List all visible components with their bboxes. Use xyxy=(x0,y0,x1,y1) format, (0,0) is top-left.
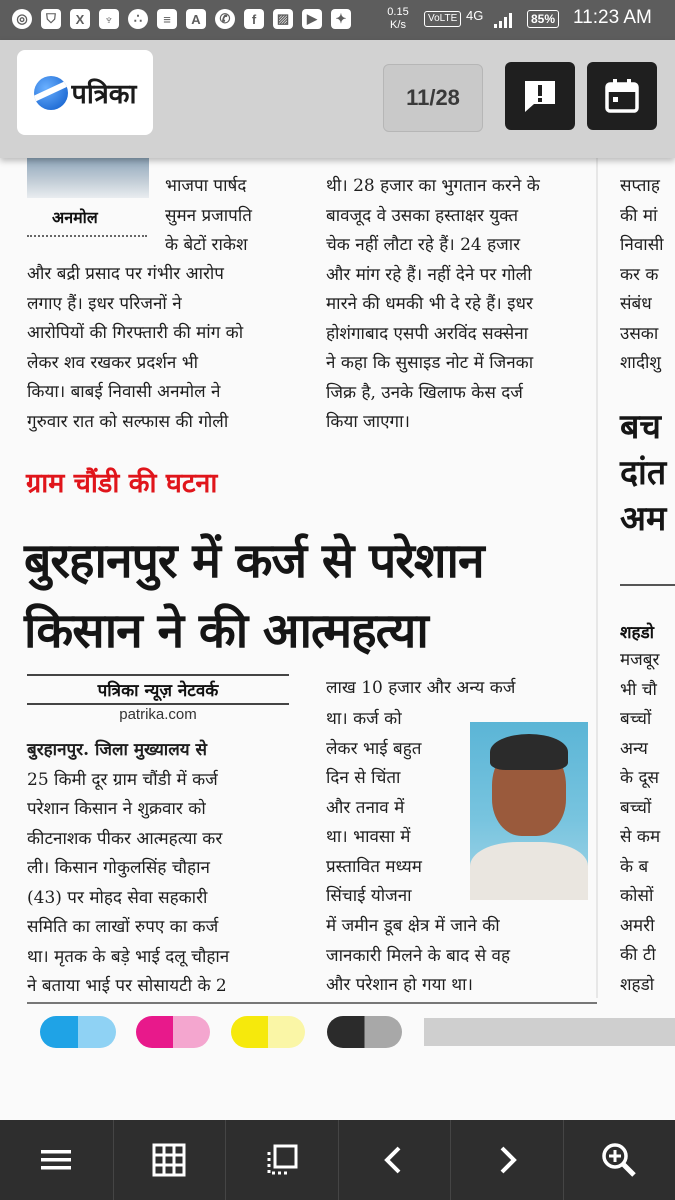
text-line: मारने की धमकी भी दे रहे हैं। इधर xyxy=(326,294,533,314)
text-line: सिंचाई योजना xyxy=(326,886,412,906)
anmol-photo xyxy=(27,158,149,198)
chevron-right-icon xyxy=(492,1143,522,1177)
text-line: अमरी xyxy=(620,915,655,936)
text-line: ने कहा कि सुसाइड नोट में जिनका xyxy=(326,353,534,373)
text-line: गुरुवार रात को सल्फास की गोली xyxy=(27,411,229,432)
pages-button[interactable] xyxy=(225,1120,338,1200)
main-article-col2-top xyxy=(326,674,588,704)
side-column-body xyxy=(620,646,660,1000)
dots-icon: ∴ xyxy=(128,9,148,29)
text-line: बावजूद वे उसका हस्ताक्षर युक्त xyxy=(326,205,519,226)
text-line: के दूस xyxy=(620,768,659,788)
text-line: और तनाव में xyxy=(326,797,405,818)
network-speed-unit: K/s xyxy=(390,19,406,31)
farmer-photo xyxy=(470,722,588,900)
cyan-registration-mark xyxy=(40,1016,116,1048)
text-line: परेशान किसान ने शुक्रवार को xyxy=(27,799,206,819)
network-speed-value: 0.15 xyxy=(387,6,409,18)
text-line: और मांग रहे हैं। नहीं देने पर गोली xyxy=(326,264,532,285)
battery-indicator: 85% xyxy=(527,10,559,28)
text-line: कोसों xyxy=(620,886,654,906)
text-line: भाजपा पार्षद xyxy=(165,176,247,196)
headline-line: अम xyxy=(620,499,667,539)
shirt-icon: ⛉ xyxy=(41,9,61,29)
byline-rule-bottom xyxy=(27,703,289,705)
x-icon: X xyxy=(70,9,90,29)
top-article-col1 xyxy=(27,260,290,437)
column-rule xyxy=(596,158,598,998)
text-line: बच्चों xyxy=(620,709,652,729)
top-article-col2 xyxy=(326,172,588,438)
phone-icon: ✆ xyxy=(215,9,235,29)
next-page-button[interactable] xyxy=(450,1120,563,1200)
text-line: की टी xyxy=(620,945,656,965)
text-line: सप्ताह xyxy=(620,176,660,196)
text-line: जानकारी मिलने के बाद से वह xyxy=(326,945,510,966)
pages-icon xyxy=(264,1142,300,1178)
image-icon: ▨ xyxy=(273,9,293,29)
menu-icon xyxy=(39,1143,73,1177)
text-line: किया जाएगा। xyxy=(326,412,410,432)
text-line: समिति का लाखों रुपए का कर्ज xyxy=(27,917,219,937)
text-line: (43) पर मोहद सेवा सहकारी xyxy=(27,887,208,908)
top-article-col1-short xyxy=(165,172,290,261)
signal-type: 4G xyxy=(466,8,484,23)
page-bottom-rule xyxy=(27,1002,597,1004)
text-line: संबंध xyxy=(620,294,652,314)
article-headline xyxy=(24,526,584,666)
text-line: के ब xyxy=(620,856,649,877)
text-line: से कम xyxy=(620,827,661,847)
network-speed xyxy=(380,6,416,32)
text-line: उसका xyxy=(620,323,659,344)
magenta-registration-mark xyxy=(136,1016,210,1048)
side-byline: शहडो xyxy=(620,623,655,643)
youtube-icon: ▶ xyxy=(302,9,322,29)
yellow-registration-mark xyxy=(231,1016,305,1048)
headline-line: किसान ने की आत्महत्या xyxy=(24,603,428,659)
headline-line: बुरहानपुर में कर्ज से परेशान xyxy=(24,533,484,589)
article-byline: पत्रिका न्यूज़ नेटवर्क xyxy=(97,681,219,701)
status-bar xyxy=(0,0,675,40)
text-line: कर क xyxy=(620,264,659,285)
side-column-top xyxy=(620,172,664,379)
grid-view-button[interactable] xyxy=(113,1120,226,1200)
twitter-icon: ✦ xyxy=(331,9,351,29)
alert-icon xyxy=(519,75,561,117)
side-rule xyxy=(620,584,675,586)
page-indicator[interactable]: 11/28 xyxy=(383,64,483,132)
calendar-icon xyxy=(601,75,643,117)
caption-divider xyxy=(27,235,147,237)
text-line: होशंगाबाद एसपी अरविंद सक्सेना xyxy=(326,323,529,344)
black-registration-mark xyxy=(327,1016,402,1048)
text-line: निवासी xyxy=(620,235,664,255)
article-kicker: ग्राम चौंडी की घटना xyxy=(26,468,218,499)
text-line: भी चौ xyxy=(620,679,657,700)
chrome-icon: ◎ xyxy=(12,9,32,29)
text-line: दिन से चिंता xyxy=(326,768,401,788)
text-line: में जमीन डूब क्षेत्र में जाने की xyxy=(326,916,500,936)
patrika-logo[interactable] xyxy=(17,50,153,135)
text-line: लेकर शव रखकर प्रदर्शन भी xyxy=(27,352,199,373)
text-line: लगाए हैं। इधर परिजनों ने xyxy=(27,293,182,314)
farmer-shirt xyxy=(470,842,588,900)
adrive-icon: A xyxy=(186,9,206,29)
text-line: था। कर्ज को xyxy=(326,709,402,729)
text-line: की मां xyxy=(620,205,658,226)
main-article-col2-narrow xyxy=(326,705,454,912)
calendar-button[interactable] xyxy=(587,62,657,130)
text-line: और बद्री प्रसाद पर गंभीर आरोप xyxy=(27,264,224,284)
grid-icon xyxy=(151,1142,187,1178)
text-line: जिक्र है, उनके खिलाफ केस दर्ज xyxy=(326,382,523,403)
text-line: ली। किसान गोकुलसिंह चौहान xyxy=(27,858,210,878)
zoom-in-icon xyxy=(599,1140,639,1180)
photo-caption: अनमोल xyxy=(52,208,98,227)
text-line: बुरहानपुर. जिला मुख्यालय से xyxy=(27,740,208,760)
signal-bars-icon xyxy=(494,12,512,28)
text-line: शहडो xyxy=(620,974,655,995)
text-line: और परेशान हो गया था। xyxy=(326,975,473,995)
gray-registration-bar xyxy=(424,1018,675,1046)
text-line: कीटनाशक पीकर आत्महत्या कर xyxy=(27,828,223,849)
text-line: आरोपियों की गिरफ्तारी की मांग को xyxy=(27,323,244,343)
headline-line: बच xyxy=(620,407,662,447)
chevron-left-icon xyxy=(379,1143,409,1177)
app-toolbar xyxy=(0,40,675,158)
notification-icons xyxy=(12,9,351,29)
text-line: शादीशु xyxy=(620,353,661,373)
side-headline xyxy=(620,404,666,542)
text-line: के बेटों राकेश xyxy=(165,235,248,255)
farmer-hair xyxy=(490,734,568,770)
text-line: था। मृतक के बड़े भाई दलू चौहान xyxy=(27,946,230,967)
text-line: लेकर भाई बहुत xyxy=(326,738,422,759)
broom-icon: ♆ xyxy=(99,9,119,29)
text-line: ने बताया भाई पर सोसायटी के 2 xyxy=(27,976,227,996)
text-line: था। भावसा में xyxy=(326,827,411,847)
main-article-col1 xyxy=(27,736,290,1002)
previous-page-button[interactable] xyxy=(338,1120,451,1200)
facebook-icon: f xyxy=(244,9,264,29)
zoom-in-button[interactable] xyxy=(563,1120,675,1200)
byline-rule-top xyxy=(27,674,289,676)
text-line: अन्य xyxy=(620,738,648,759)
text-line: चेक नहीं लौटा रहे हैं। 24 हजार xyxy=(326,235,521,255)
text-line: किया। बाबई निवासी अनमोल ने xyxy=(27,382,221,402)
text-line: 25 किमी दूर ग्राम चौंडी में कर्ज xyxy=(27,769,218,790)
text-line: बच्चों xyxy=(620,797,652,818)
text-line: सुमन प्रजापति xyxy=(165,205,252,226)
logo-text: पत्रिका xyxy=(71,79,137,110)
globe-icon xyxy=(34,76,68,110)
volte-badge: VoLTE xyxy=(424,11,461,27)
menu-button[interactable] xyxy=(0,1120,113,1200)
alert-button[interactable] xyxy=(505,62,575,130)
bottom-navigation xyxy=(0,1120,675,1200)
text-line: थी। 28 हजार का भुगतान करने के xyxy=(326,176,540,196)
text-line: प्रस्तावित मध्यम xyxy=(326,856,422,877)
article-website: patrika.com xyxy=(119,706,197,723)
headline-line: दांत xyxy=(620,453,667,493)
newspaper-page[interactable] xyxy=(0,158,675,1120)
clock: 11:23 AM xyxy=(573,7,652,28)
main-article-col2-bottom xyxy=(326,912,588,1001)
text-line: लाख 10 हजार और अन्य कर्ज xyxy=(326,678,516,698)
message-icon: ≡ xyxy=(157,9,177,29)
text-line: मजबूर xyxy=(620,650,660,670)
